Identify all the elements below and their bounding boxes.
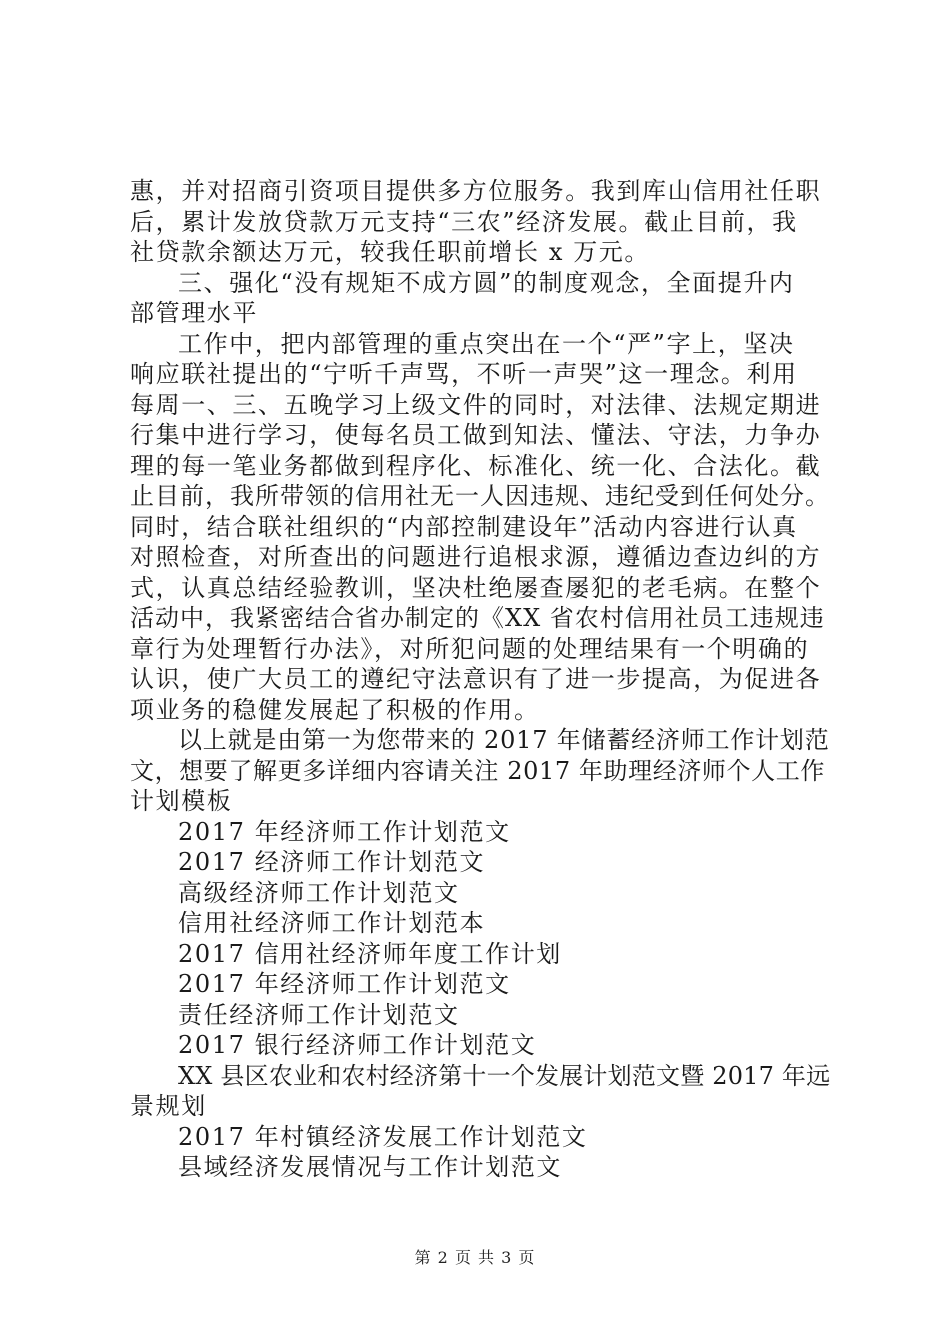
text-line: 活动中，我紧密结合省办制定的《XX 省农村信用社员工违规违: [130, 604, 825, 632]
text-line: 2017 信用社经济师年度工作计划: [178, 939, 562, 968]
text-line: 三、强化“没有规矩不成方圆”的制度观念，全面提升内: [178, 268, 795, 297]
text-line: 止目前，我所带领的信用社无一人因违规、违纪受到任何处分。: [130, 482, 830, 510]
text-line: 每周一、三、五晚学习上级文件的同时，对法律、法规定期进: [130, 390, 822, 419]
text-line: 计划模板: [130, 787, 233, 815]
text-line: 2017 年经济师工作计划范文: [178, 970, 511, 998]
text-line: 责任经济师工作计划范文: [178, 1000, 460, 1029]
text-line: 对照检查，对所查出的问题进行追根求源，遵循边查边纠的方: [130, 543, 822, 571]
text-line: 同时，结合联社组织的“内部控制建设年”活动内容进行认真: [130, 512, 798, 541]
text-line: 章行为处理暂行办法》，对所犯问题的处理结果有一个明确的: [130, 634, 810, 663]
text-line: 惠，并对招商引资项目提供多方位服务。我到库山信用社任职: [130, 177, 822, 205]
text-line: XX 县区农业和农村经济第十一个发展计划范文暨 2017 年远: [178, 1061, 831, 1090]
text-line: 2017 银行经济师工作计划范文: [178, 1031, 537, 1059]
text-line: 认识，使广大员工的遵纪守法意识有了进一步提高，为促进各: [130, 665, 822, 693]
text-line: 县域经济发展情况与工作计划范文: [178, 1153, 562, 1181]
text-line: 信用社经济师工作计划范本: [178, 909, 486, 937]
text-line: 文，想要了解更多详细内容请关注 2017 年助理经济师个人工作: [130, 756, 825, 785]
text-line: 项业务的稳健发展起了积极的作用。: [130, 695, 540, 724]
text-line: 后，累计发放贷款万元支持“三农”经济发展。截止目前，我: [130, 207, 798, 236]
text-line: 部管理水平: [130, 299, 258, 327]
text-line: 工作中，把内部管理的重点突出在一个“严”字上，坚决: [178, 329, 795, 358]
text-line: 式，认真总结经验教训，坚决杜绝屡查屡犯的老毛病。在整个: [130, 573, 822, 602]
page-footer: 第 2 页 共 3 页: [414, 1248, 536, 1267]
text-line: 以上就是由第一为您带来的 2017 年储蓄经济师工作计划范: [178, 726, 830, 754]
text-line: 理的每一笔业务都做到程序化、标准化、统一化、合法化。截: [130, 451, 822, 480]
text-line: 2017 年经济师工作计划范文: [178, 817, 511, 846]
text-line: 2017 年村镇经济发展工作计划范文: [178, 1122, 588, 1151]
text-line: 景规划: [130, 1092, 207, 1120]
text-line: 响应联社提出的“宁听千声骂，不听一声哭”这一理念。利用: [130, 360, 798, 388]
text-line: 2017 经济师工作计划范文: [178, 848, 486, 876]
text-line: 高级经济师工作计划范文: [178, 878, 460, 907]
text-line: 社贷款余额达万元，较我任职前增长 x 万元。: [130, 238, 650, 266]
text-line: 行集中进行学习，使每名员工做到知法、懂法、守法，力争办: [130, 421, 822, 449]
document-body: [130, 176, 830, 1183]
